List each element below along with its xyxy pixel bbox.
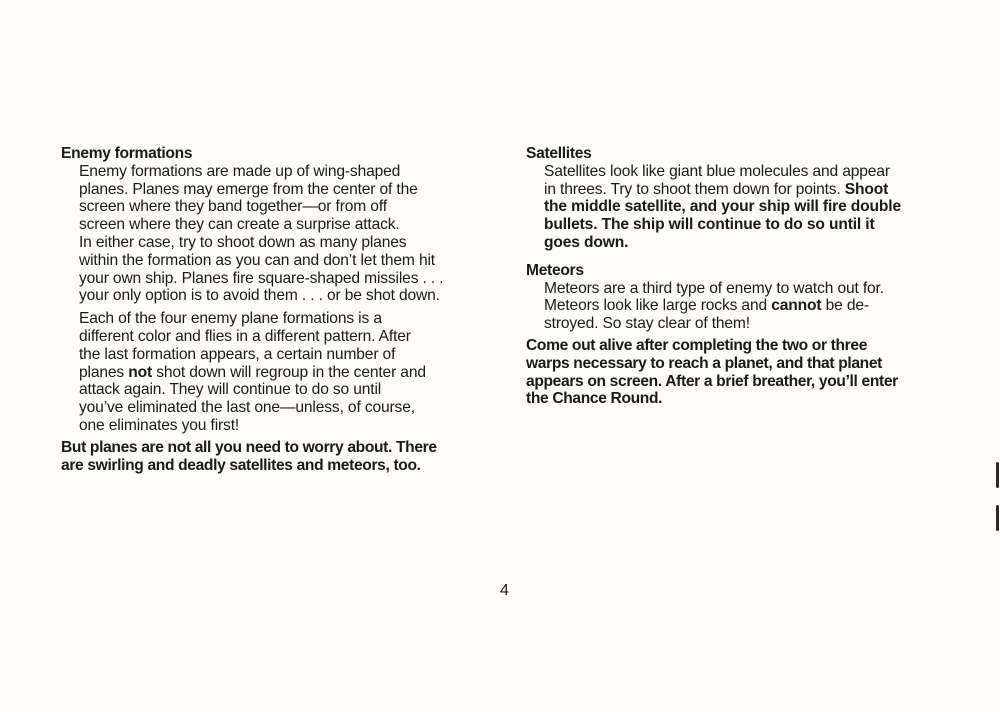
right-column [526,145,966,408]
text-line: In either case, try to shoot down as many planes [79,233,407,251]
text-fragment: planes [79,363,129,381]
warning-paragraph [61,439,501,475]
text-line: are swirling and deadly satellites and meteors, too. [61,456,421,474]
text-line: different color and flies in a different pattern. After [79,327,411,345]
text-line [79,364,501,382]
text-line: appears on screen. After a brief breather, you’ll enter [526,372,898,390]
text-line: the middle satellite, and your ship will fire double [544,198,901,216]
text-line: the last formation appears, a certain number of [79,345,396,363]
satellites-heading: Satellites [526,145,592,162]
text-line: your only option is to avoid them . . . or be shot down. [79,287,440,305]
enemy-formations-heading: Enemy formations [61,145,193,162]
text-line: bullets. The ship will continue to do so until it [544,216,875,234]
text-line: goes down. [544,233,629,251]
text-line: your own ship. Planes fire square-shaped missiles . . . [79,269,444,287]
text-line: Come out alive after completing the two or three [526,336,868,354]
satellites-paragraph [526,163,966,252]
text-line: screen where they band together—or from off [79,198,387,216]
text-fragment: shot down will regroup in the center and [152,363,426,381]
meteors-heading: Meteors [526,261,584,279]
text-line: attack again. They will continue to do so until [79,381,382,399]
enemy-formations-paragraph-1 [61,163,501,305]
text-line: within the formation as you can and don’t let them hit [79,251,435,269]
text-line: Each of the four enemy plane formations is a [79,310,382,328]
text-line [544,297,966,315]
text-line: Enemy formations are made up of wing-shaped [79,162,401,180]
text-line: warps necessary to reach a planet, and that planet [526,354,883,372]
emphasis-shoot: Shoot [844,180,889,198]
enemy-formations-paragraph-2 [61,310,501,435]
binding-mark [996,462,999,488]
text-line: you’ve eliminated the last one—unless, of course, [79,399,415,417]
emphasis-cannot: cannot [771,297,822,315]
text-line: stroyed. So stay clear of them! [544,315,750,333]
text-fragment: in threes. Try to shoot them down for points. [544,180,845,198]
meteors-paragraph [526,280,966,333]
binding-mark [996,505,999,531]
text-fragment: be de- [821,297,869,315]
text-line: Meteors are a third type of enemy to watch out for. [544,279,884,297]
text-fragment: Meteors look like large rocks and [544,297,772,315]
left-column [61,145,501,474]
text-line: one eliminates you first! [79,416,240,434]
text-line: the Chance Round. [526,390,663,408]
page-number: 4 [500,582,509,599]
text-line: screen where they can create a surprise attack. [79,216,400,234]
text-line: But planes are not all you need to worry about. There [61,438,437,456]
emphasis-not: not [128,363,153,381]
closing-paragraph [526,337,966,408]
text-line [544,181,966,199]
text-line: planes. Planes may emerge from the center of the [79,180,418,198]
text-line: Satellites look like giant blue molecules and appear [544,162,890,180]
